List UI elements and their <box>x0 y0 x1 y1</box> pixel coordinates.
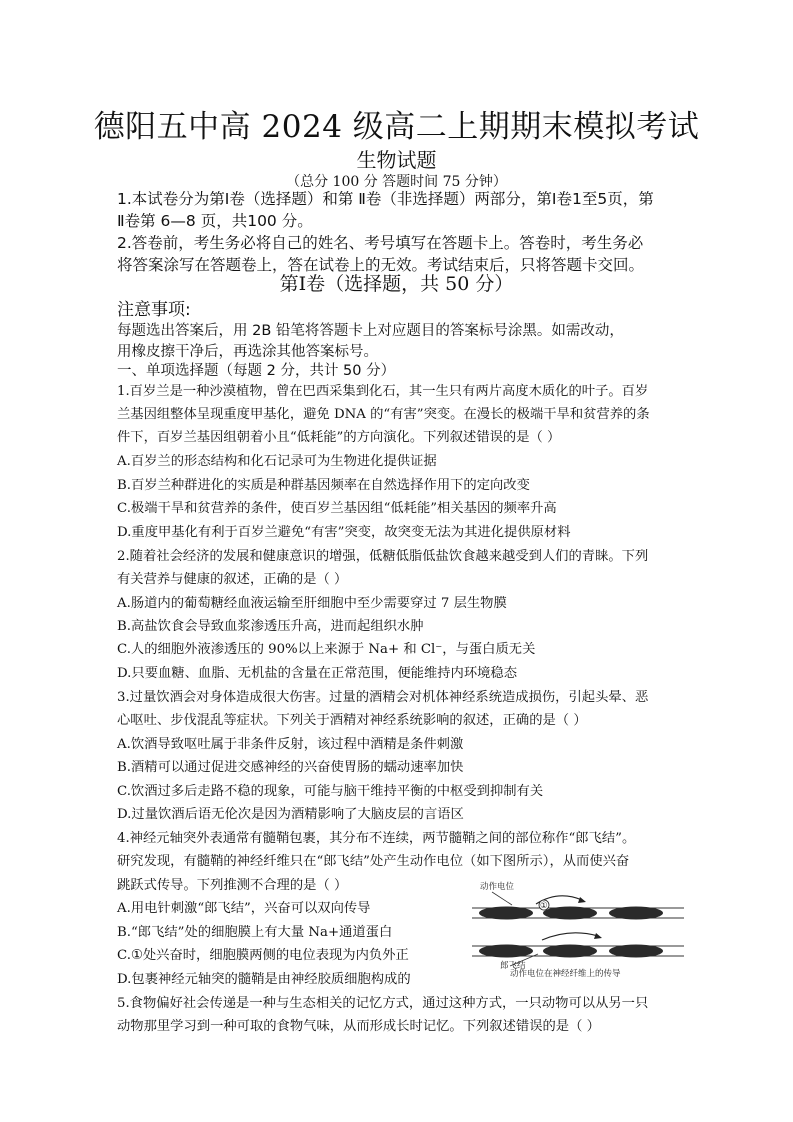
question-stem: 跳跃式传导。下列推测不合理的是（ ） <box>117 878 348 893</box>
question-stem: 有关营养与健康的叙述，正确的是（ ） <box>117 572 348 587</box>
exam-subtitle: 生物试题 <box>356 148 437 172</box>
option-c: C.①处兴奋时，细胞膜两侧的电位表现为内负外正 <box>117 948 409 963</box>
question-stem: 3.过量饮酒会对身体造成很大伤害。过量的酒精会对机体神经系统造成损伤，引起头晕、恶 <box>117 690 649 705</box>
lower-nerve-fiber <box>472 933 684 958</box>
option-b: B.“郎飞结”处的细胞膜上有大量 Na+通道蛋白 <box>117 925 393 940</box>
question-stem: 研究发现，有髓鞘的神经纤维只在“郎飞结”处产生动作电位（如下图所示），从而使兴奋 <box>117 854 630 869</box>
instruction-line: 1.本试卷分为第Ⅰ卷（选择题）和第 Ⅱ卷（非选择题）两部分，第Ⅰ卷1至5页，第 <box>117 190 654 208</box>
option-a: A.用电针刺激“郎飞结”，兴奋可以双向传导 <box>117 901 371 916</box>
section-title: 一、单项选择题（每题 2 分，共计 50 分） <box>117 363 396 379</box>
option-c: C.极端干旱和贫营养的条件，使百岁兰基因组“低耗能”相关基因的频率升高 <box>117 501 557 516</box>
arrow-curve <box>542 933 598 940</box>
pointer-line <box>492 892 512 905</box>
question-stem: 1.百岁兰是一种沙漠植物，曾在巴西采集到化石，其一生只有两片高度木质化的叶子。百岁 <box>117 384 649 399</box>
score-time-line: （总分 100 分 答题时间 75 分钟） <box>286 174 507 190</box>
figure-label-node: 郎飞结 <box>500 961 526 971</box>
option-d: D.只要血糖、血脂、无机盐的含量在正常范围，便能维持内环境稳态 <box>117 666 518 681</box>
option-b: B.百岁兰种群进化的实质是种群基因频率在自然选择作用下的定向改变 <box>117 478 530 493</box>
arrow-head-icon <box>594 933 602 939</box>
option-a: A.饮酒导致呕吐属于非条件反射，该过程中酒精是条件刺激 <box>117 737 464 752</box>
notice-line: 每题选出答案后，用 2B 铅笔将答题卡上对应题目的答案标号涂黑。如需改动， <box>117 323 624 339</box>
part1-title: 第Ⅰ卷（选择题，共 50 分） <box>279 273 514 295</box>
notice-line: 用橡皮擦干净后，再选涂其他答案标号。 <box>117 344 378 360</box>
nerve-conduction-figure <box>470 878 690 978</box>
option-c: C.人的细胞外液渗透压的 90%以上来源于 Na+ 和 Cl⁻，与蛋白质无关 <box>117 642 536 657</box>
question-stem: 件下，百岁兰基因组朝着小且“低耗能”的方向演化。下列叙述错误的是（ ） <box>117 430 561 445</box>
option-c: C.饮酒过多后走路不稳的现象，可能与脑干维持平衡的中枢受到抑制有关 <box>117 784 544 799</box>
instruction-line: 2.答卷前，考生务必将自己的姓名、考号填写在答题卡上。答卷时，考生务必 <box>117 234 644 252</box>
option-a: A.肠道内的葡萄糖经血液运输至肝细胞中至少需要穿过 7 层生物膜 <box>117 596 507 611</box>
question-stem: 心呕吐、步伐混乱等症状。下列关于酒精对神经系统影响的叙述，正确的是（ ） <box>117 713 587 728</box>
arrow-head-icon <box>578 897 586 903</box>
figure-caption: 动作电位在神经纤维上的传导 <box>510 969 621 978</box>
question-stem: 4.神经元轴突外表通常有髓鞘包裹，其分布不连续，两节髓鞘之间的部位称作“郎飞结”。 <box>117 831 636 846</box>
option-d: D.过量饮酒后语无伦次是因为酒精影响了大脑皮层的言语区 <box>117 807 464 822</box>
figure-label-action-potential: 动作电位 <box>480 882 515 892</box>
instruction-line: 将答案涂写在答题卷上，答在试卷上的无效。考试结束后，只将答题卡交回。 <box>117 256 645 274</box>
question-stem: 2.随着社会经济的发展和健康意识的增强，低糖低脂低盐饮食越来越受到人们的青睐。下列 <box>117 549 649 564</box>
option-d: D.包裹神经元轴突的髓鞘是由神经胶质细胞构成的 <box>117 972 411 987</box>
option-b: B.高盐饮食会导致血浆渗透压升高，进而起组织水肿 <box>117 619 424 634</box>
question-stem: 5.食物偏好社会传递是一种与生态相关的记忆方式，通过这种方式，一只动物可以从另一只 <box>117 996 649 1011</box>
option-a: A.百岁兰的形态结构和化石记录可为生物进化提供证据 <box>117 454 437 469</box>
question-stem: 兰基因组整体呈现重度甲基化，避免 DNA 的“有害”突变。在漫长的极端干旱和贫营养的条 <box>117 407 650 422</box>
figure-label-marker: ① <box>540 901 548 911</box>
instruction-line: Ⅱ卷第 6—8 页，共100 分。 <box>117 212 313 230</box>
notice-title: 注意事项: <box>117 300 191 320</box>
option-b: B.酒精可以通过促进交感神经的兴奋使胃肠的蠕动速率加快 <box>117 760 464 775</box>
option-d: D.重度甲基化有利于百岁兰避免“有害”突变，故突变无法为其进化提供原材料 <box>117 525 571 540</box>
question-stem: 动物那里学习到一种可取的食物气味，从而形成长时记忆。下列叙述错误的是（ ） <box>117 1019 600 1034</box>
exam-title: 德阳五中高 2024 级高二上期期末模拟考试 <box>93 109 700 145</box>
